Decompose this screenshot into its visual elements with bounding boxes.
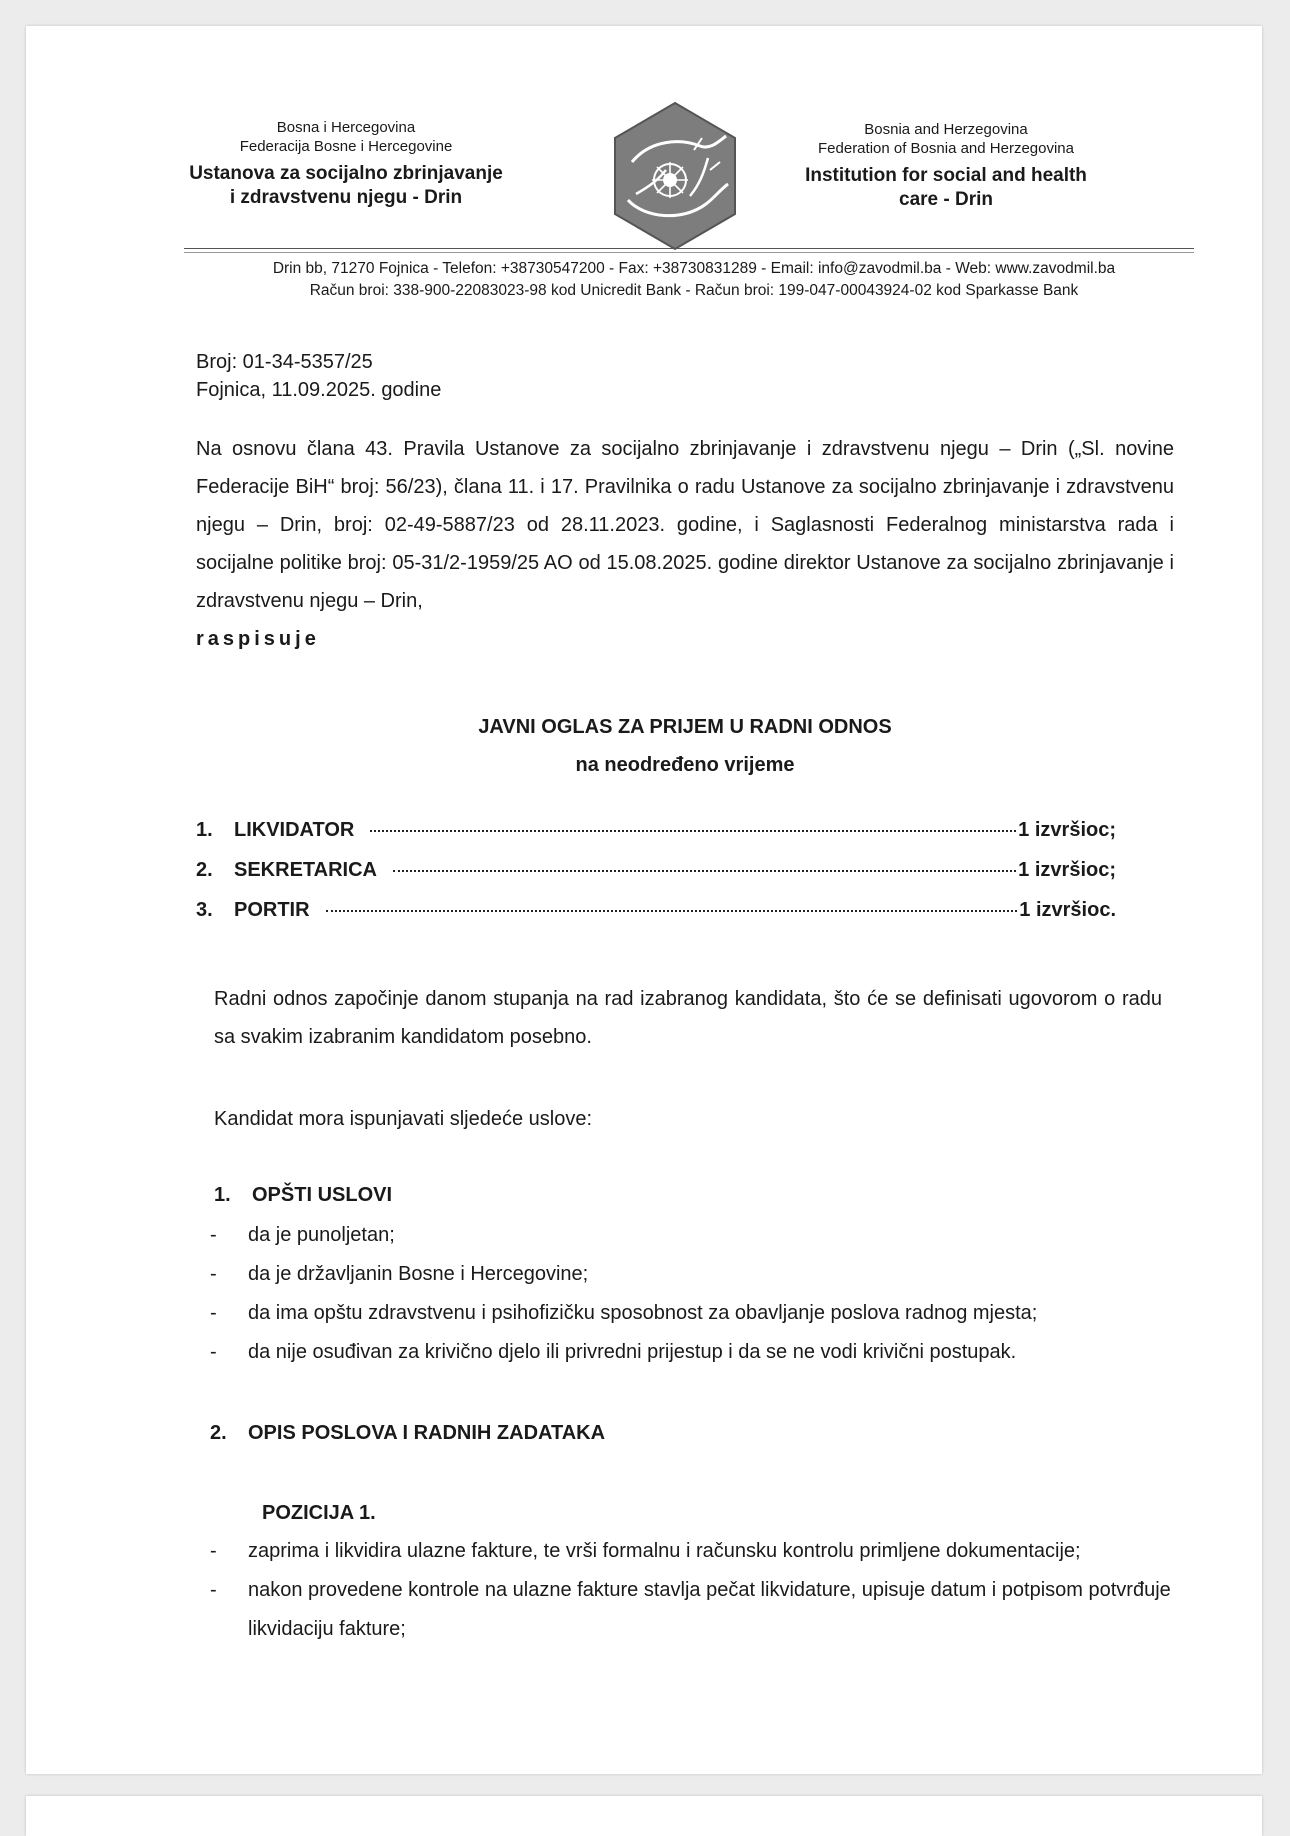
document-meta <box>196 348 441 404</box>
position-name: SEKRETARICA <box>234 859 377 881</box>
list-item <box>210 1571 1210 1649</box>
header-left-federation: Federacija Bosne i Hercegovine <box>239 138 453 155</box>
list-item-text: da ima opštu zdravstvenu i psihofizičku sposobnost za obavljanje poslova radnog mjesta; <box>248 1302 1038 1324</box>
list-item-text: zaprima i likvidira ulazne fakture, te vrši formalnu i računsku kontrolu primljene dokumentacije; <box>248 1540 1081 1562</box>
bullet-dash: - <box>210 1579 217 1601</box>
position-count: 1 izvršioc; <box>1018 819 1116 841</box>
list-item <box>210 1333 1190 1372</box>
position-name: LIKVIDATOR <box>234 819 355 841</box>
position-row <box>196 859 1116 899</box>
section-title: OPIS POSLOVA I RADNIH ZADATAKA <box>248 1422 606 1444</box>
announcement-title-line1: JAVNI OGLAS ZA PRIJEM U RADNI ODNOS <box>478 716 892 738</box>
conditions-intro: Kandidat mora ispunjavati sljedeće uslove: <box>214 1108 592 1130</box>
section-title: OPŠTI USLOVI <box>252 1184 393 1206</box>
header-right-institution-line1: Institution for social and health <box>805 165 1087 186</box>
header-left-institution <box>166 162 526 210</box>
list-item-text: da je državljanin Bosne i Hercegovine; <box>248 1263 589 1285</box>
header-right <box>766 120 1126 212</box>
employment-start-paragraph: Radni odnos započinje danom stupanja na rad izabranog kandidata, što će se definisati ugovorom o radu sa svakim izabranim kandidatom posebno. <box>214 988 1162 1048</box>
position-number: 1. <box>196 819 213 841</box>
section-general-conditions-heading <box>214 1176 392 1214</box>
header-divider <box>184 248 1194 249</box>
list-item <box>210 1532 1210 1571</box>
bullet-dash: - <box>210 1224 217 1246</box>
bullet-dash: - <box>210 1540 217 1562</box>
list-item <box>210 1294 1190 1333</box>
header-right-country: Bosnia and Herzegovina <box>864 121 1028 138</box>
announcement-title-line2: na neodređeno vrijeme <box>575 754 795 776</box>
document-page <box>26 26 1262 1774</box>
header-right-institution <box>766 164 1126 212</box>
list-item <box>210 1216 1190 1255</box>
bank-accounts-line: Račun broi: 338-900-22083023-98 kod Unicredit Bank - Račun broi: 199-047-00043924-02 kod Sparkasse Bank <box>309 282 1079 299</box>
dot-leader <box>326 900 1018 912</box>
list-item-text: da nije osuđivan za krivično djelo ili privredni prijestup i da se ne vodi krivični postupak. <box>248 1341 1017 1363</box>
position-count: 1 izvršioc. <box>1019 899 1116 921</box>
list-item-text: nakon provedene kontrole na ulazne fakture stavlja pečat likvidature, upisuje datum i potpisom potvrđuje likvidaciju fakture; <box>248 1579 1171 1640</box>
header-left-country: Bosna i Hercegovina <box>276 119 416 136</box>
position-name: PORTIR <box>234 899 310 921</box>
header-left-institution-line1: Ustanova za socijalno zbrinjavanje <box>189 163 503 184</box>
position-number: 3. <box>196 899 213 921</box>
position-row <box>196 819 1116 859</box>
header-left <box>166 118 526 210</box>
document-number: Broj: 01-34-5357/25 <box>196 351 373 373</box>
section-job-description-heading <box>210 1414 605 1452</box>
positions-list <box>196 819 1116 939</box>
raspisuje-word: raspisuje <box>196 628 320 650</box>
list-item-text: da je punoljetan; <box>248 1224 395 1246</box>
position-row <box>196 899 1116 939</box>
position-count: 1 izvršioc; <box>1018 859 1116 881</box>
institution-logo <box>610 100 740 252</box>
bullet-dash: - <box>210 1263 217 1285</box>
header-divider-thin <box>184 252 1194 253</box>
bullet-dash: - <box>210 1341 217 1363</box>
intro-paragraph <box>196 430 1174 658</box>
dot-leader <box>370 820 1016 832</box>
dot-leader <box>393 860 1016 872</box>
position-number: 2. <box>196 859 213 881</box>
document-place-date: Fojnica, 11.09.2025. godine <box>196 379 442 401</box>
header-right-federation: Federation of Bosnia and Herzegovina <box>818 140 1074 157</box>
position-1-subheading: POZICIJA 1. <box>262 1502 376 1524</box>
bullet-dash: - <box>210 1302 217 1324</box>
header-right-institution-line2: care - Drin <box>899 189 993 210</box>
list-item <box>210 1255 1190 1294</box>
contact-block <box>184 258 1204 302</box>
announcement-title <box>196 708 1174 784</box>
section-number: 1. <box>214 1184 231 1206</box>
section-number: 2. <box>210 1422 227 1444</box>
next-page-edge <box>26 1796 1262 1836</box>
general-conditions-list <box>210 1216 1190 1372</box>
job-duties-list <box>210 1532 1210 1649</box>
intro-text: Na osnovu člana 43. Pravila Ustanove za socijalno zbrinjavanje i zdravstvenu njegu – Drin („Sl. novine Federacije BiH“ broj: 56/23), člana 11. i 17. Pravilnika o radu Ustanove za socijalno zbrinjavanje i zdravstvenu njegu – Drin, broj: 02-49-5887/23 od 28.11.2023. godine, i Saglasnosti Federalnog ministarstva rada i socijalne politike broj: 05-31/2-1959/25 AO od 15.08.2025. godine direktor Ustanove za socijalno zbrinjavanje i zdravstvenu njegu – Drin, <box>196 438 1174 612</box>
contact-line: Drin bb, 71270 Fojnica - Telefon: +38730547200 - Fax: +38730831289 - Email: info@zavodmil.ba - Web: www.zavodmil.ba <box>272 260 1116 277</box>
header-left-institution-line2: i zdravstvenu njegu - Drin <box>229 187 463 208</box>
